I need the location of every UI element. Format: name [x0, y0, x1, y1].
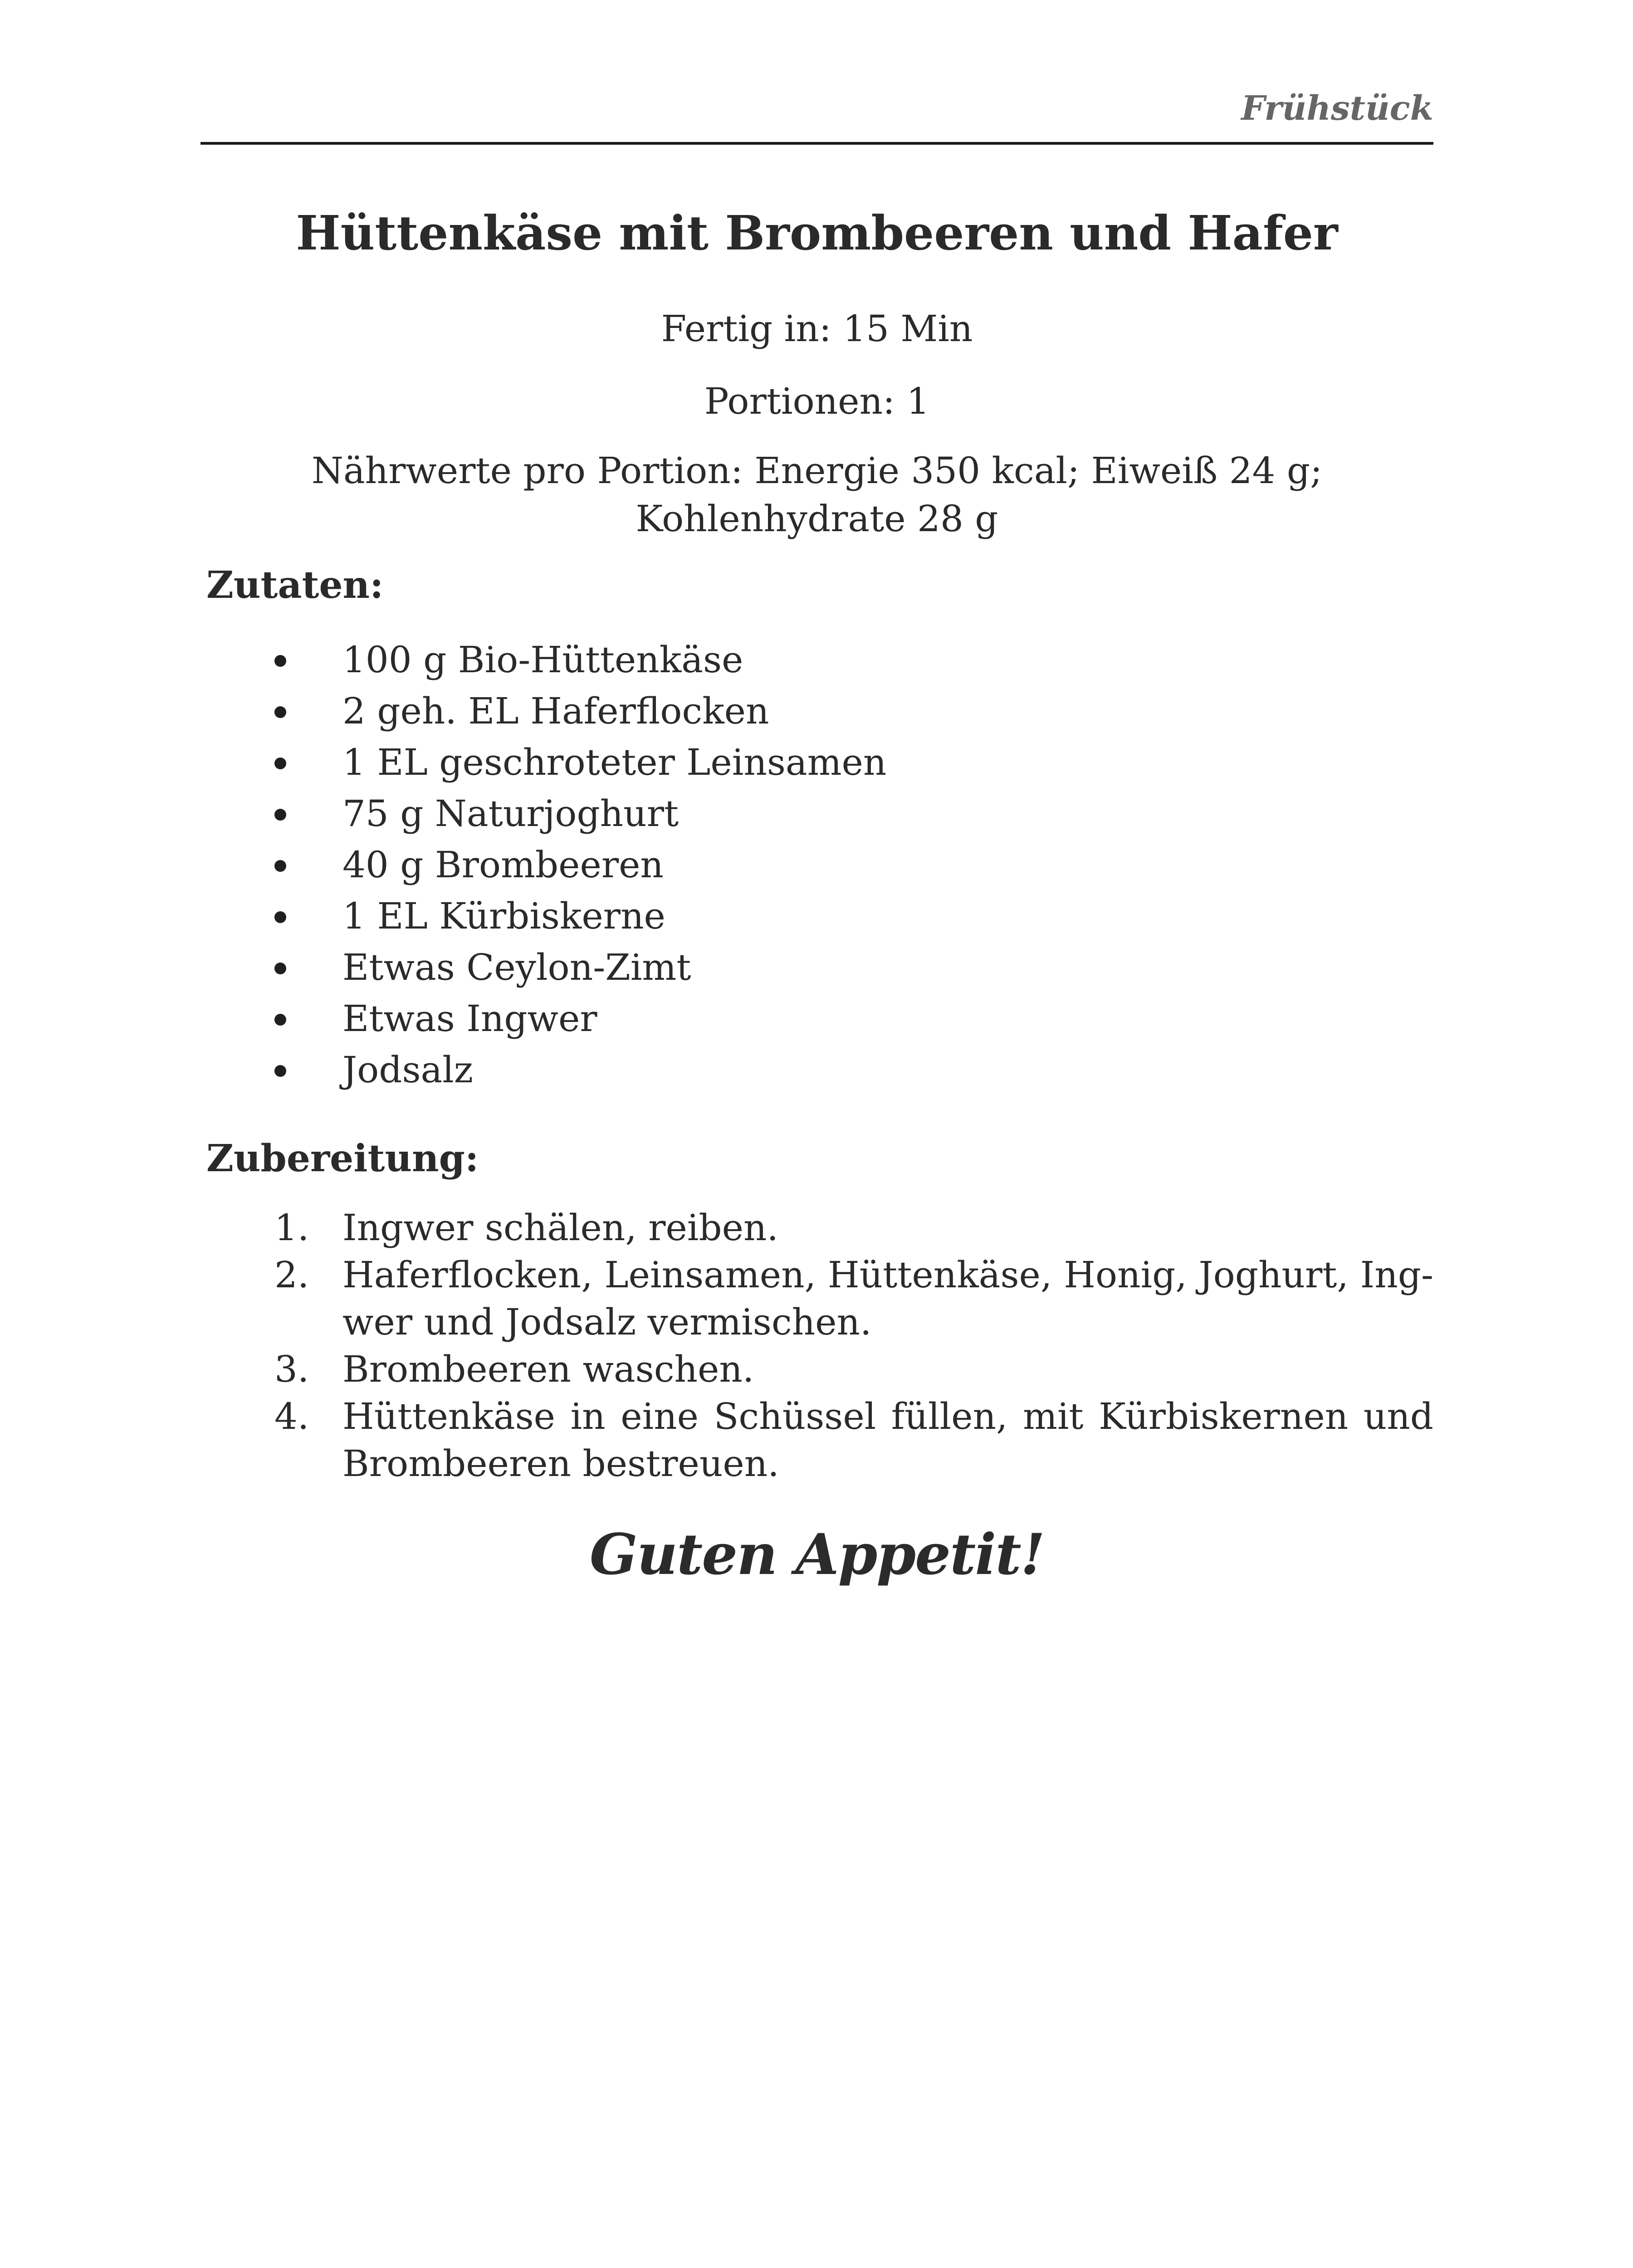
ingredient-text: Etwas Ceylon-Zimt — [342, 946, 691, 988]
step-number: 3. — [274, 1348, 309, 1390]
bullet-icon — [274, 1014, 286, 1026]
bullet-icon — [274, 706, 286, 718]
ingredient-text: Jodsalz — [342, 1049, 473, 1091]
step-text: Haferflocken, Leinsamen, Hüttenkäse, Honig, Joghurt, Ingwer und Jodsalz vermischen. — [342, 1254, 1433, 1343]
ingredient-text: 1 EL geschroteter Leinsamen — [342, 741, 887, 783]
step-text: Brombeeren waschen. — [342, 1348, 754, 1390]
closing-greeting: Guten Appetit! — [589, 1522, 1045, 1588]
bullet-icon — [274, 1065, 286, 1077]
ingredient-text: 75 g Naturjoghurt — [342, 792, 679, 835]
step-text: Hüttenkäse in eine Schüssel füllen, mit Kürbiskernen und Brombeeren bestreuen. — [342, 1395, 1433, 1485]
step-number: 4. — [274, 1395, 309, 1437]
list-item — [206, 1346, 1433, 1393]
preparation-steps — [206, 1204, 1433, 1487]
ingredient-text: Etwas Ingwer — [342, 997, 597, 1040]
step-number: 2. — [274, 1254, 309, 1296]
recipe-title: Hüttenkäse mit Brombeeren und Hafer — [296, 205, 1338, 261]
nutrition-line-2: Kohlenhydrate 28 g — [636, 498, 998, 540]
list-item — [206, 1393, 1433, 1487]
step-text: Ingwer schälen, reiben. — [342, 1207, 778, 1249]
nutrition-info — [200, 447, 1433, 543]
ingredient-text: 2 geh. EL Haferflocken — [342, 690, 769, 732]
list-item — [206, 1251, 1433, 1346]
nutrition-line-1: Nährwerte pro Portion: Energie 350 kcal; Eiweiß 24 g; — [311, 450, 1323, 492]
ingredients-heading: Zutaten: — [206, 563, 384, 607]
ingredient-text: 100 g Bio-Hüttenkäse — [342, 639, 743, 681]
bullet-icon — [274, 860, 286, 872]
ingredient-text: 40 g Brombeeren — [342, 844, 664, 886]
bullet-icon — [274, 963, 286, 974]
list-item — [206, 1204, 1433, 1251]
step-number: 1. — [274, 1207, 309, 1249]
header-divider — [200, 142, 1433, 145]
bullet-icon — [274, 655, 286, 667]
running-header: Frühstück — [1241, 89, 1433, 128]
portions: Portionen: 1 — [704, 380, 930, 422]
bullet-icon — [274, 911, 286, 923]
ingredient-text: 1 EL Kürbiskerne — [342, 895, 665, 937]
ready-time: Fertig in: 15 Min — [661, 308, 973, 350]
bullet-icon — [274, 809, 286, 821]
bullet-icon — [274, 758, 286, 769]
preparation-heading: Zubereitung: — [206, 1137, 479, 1180]
